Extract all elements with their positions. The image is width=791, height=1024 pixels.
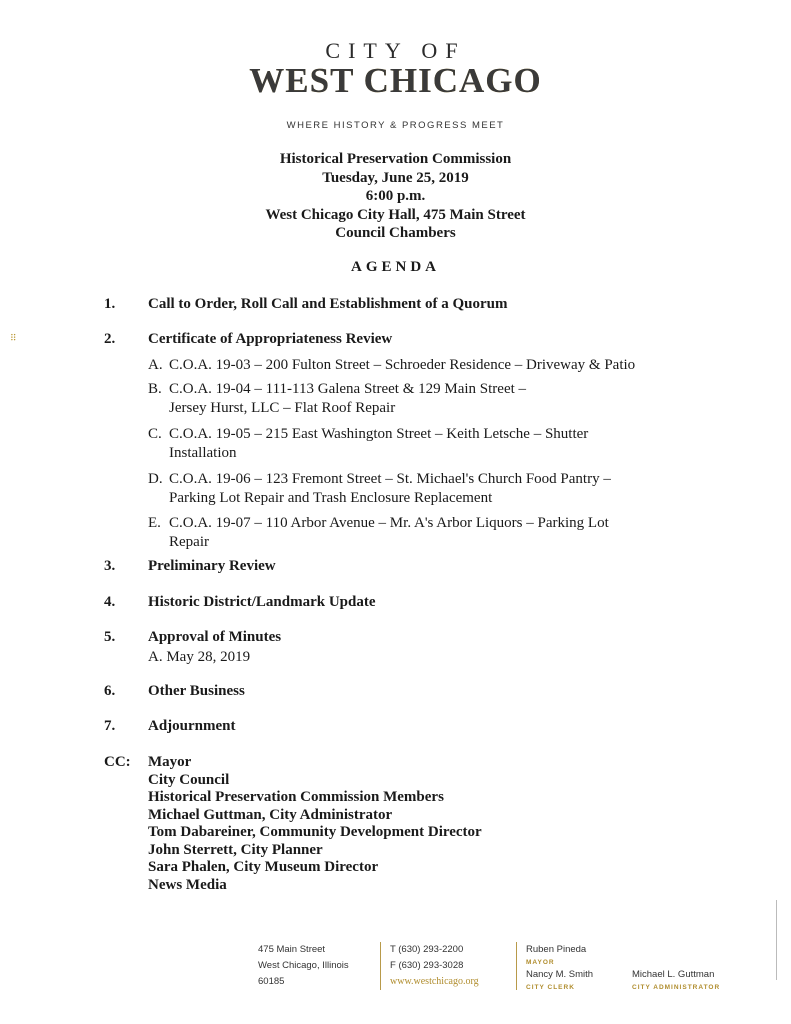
- item-title: Adjournment: [148, 718, 236, 734]
- item-number: 1.: [104, 296, 116, 312]
- coa-text: C.O.A. 19-03 – 200 Fulton Street – Schroeder Residence – Driveway & Patio: [169, 357, 636, 373]
- city-logo: [0, 40, 791, 131]
- logo-west-chicago: WEST CHICAGO: [249, 61, 542, 100]
- commission-name: Historical Preservation Commission: [279, 151, 512, 167]
- coa-item: [148, 356, 668, 375]
- cc-recipient: City Council: [148, 771, 230, 788]
- minutes-date: A. May 28, 2019: [148, 649, 251, 665]
- footer-zip: 60185: [258, 976, 285, 987]
- mayor-title: MAYOR: [526, 959, 555, 966]
- cc-label: CC:: [104, 754, 131, 770]
- footer-divider: [380, 942, 381, 990]
- meeting-location: West Chicago City Hall, 475 Main Street: [265, 206, 526, 223]
- footer-street: 475 Main Street: [258, 944, 326, 955]
- page-edge: [776, 900, 777, 980]
- item-title: Preliminary Review: [148, 558, 276, 574]
- admin-title: CITY ADMINISTRATOR: [632, 984, 721, 991]
- cc-recipient: Historical Preservation Commission Members: [148, 789, 444, 805]
- coa-text: C.O.A. 19-04 – 111-113 Galena Street & 129 Main Street – Jersey Hurst, LLC – Flat Roof Repair: [169, 381, 527, 416]
- cc-recipient: Tom Dabareiner, Community Development Director: [148, 824, 482, 840]
- item-number: 3.: [104, 558, 116, 574]
- clerk-name: Nancy M. Smith: [526, 969, 594, 980]
- item-title: Other Business: [148, 683, 245, 699]
- cc-recipient: John Sterrett, City Planner: [148, 841, 323, 858]
- item-title: Approval of Minutes: [148, 629, 282, 645]
- coa-item: [148, 514, 648, 552]
- cc-recipient: Sara Phalen, City Museum Director: [148, 859, 379, 875]
- agenda-title: AGENDA: [350, 259, 440, 275]
- coa-letter: A.: [148, 357, 163, 373]
- cc-recipient: Michael Guttman, City Administrator: [148, 806, 393, 823]
- meeting-date: Tuesday, June 25, 2019: [322, 169, 469, 186]
- coa-item: [148, 425, 618, 463]
- item-title: Certificate of Appropriateness Review: [148, 331, 393, 347]
- coa-item: [148, 380, 548, 418]
- item-title: Historic District/Landmark Update: [148, 594, 376, 610]
- coa-letter: B.: [148, 381, 162, 397]
- item-title: Call to Order, Roll Call and Establishment of a Quorum: [148, 296, 508, 312]
- logo-tagline: WHERE HISTORY & PROGRESS MEET: [286, 120, 505, 131]
- footer-address: [258, 942, 349, 990]
- coa-letter: E.: [148, 515, 161, 531]
- clerk-title: CITY CLERK: [526, 984, 575, 991]
- footer-officials: [526, 942, 593, 992]
- item-number: 5.: [104, 629, 116, 645]
- cc-recipient: News Media: [148, 876, 227, 893]
- coa-text: C.O.A. 19-06 – 123 Fremont Street – St. Michael's Church Food Pantry – Parking Lot Repair and Trash Enclosure Replacement: [169, 471, 611, 506]
- item-number: 4.: [104, 594, 116, 610]
- cc-list: [148, 754, 482, 894]
- coa-letter: C.: [148, 426, 162, 442]
- cc-recipient: Mayor: [148, 754, 192, 770]
- footer-fax: F (630) 293-3028: [390, 960, 464, 971]
- coa-item: [148, 470, 648, 508]
- coa-text: C.O.A. 19-07 – 110 Arbor Avenue – Mr. A's Arbor Liquors – Parking Lot Repair: [169, 515, 609, 550]
- footer-city: West Chicago, Illinois: [258, 960, 349, 971]
- footer-website-link[interactable]: www.westchicago.org: [390, 976, 479, 987]
- coa-letter: D.: [148, 471, 163, 487]
- meeting-room: Council Chambers: [335, 225, 456, 241]
- footer-contact: [390, 942, 479, 990]
- footer-divider: [516, 942, 517, 990]
- coa-text: C.O.A. 19-05 – 215 East Washington Street – Keith Letsche – Shutter Installation: [169, 426, 589, 461]
- mayor-name: Ruben Pineda: [526, 944, 587, 955]
- footer-administrator: [632, 967, 720, 992]
- footer-phone: T (630) 293-2200: [390, 944, 464, 955]
- meeting-header: [0, 150, 791, 243]
- meeting-time: 6:00 p.m.: [365, 188, 426, 204]
- item-number: 6.: [104, 683, 116, 699]
- item-number: 2.: [104, 331, 116, 347]
- margin-mark-icon: ⠿: [10, 333, 17, 343]
- item-number: 7.: [104, 718, 116, 734]
- logo-city-of: CITY OF: [325, 38, 466, 63]
- admin-name: Michael L. Guttman: [632, 969, 715, 980]
